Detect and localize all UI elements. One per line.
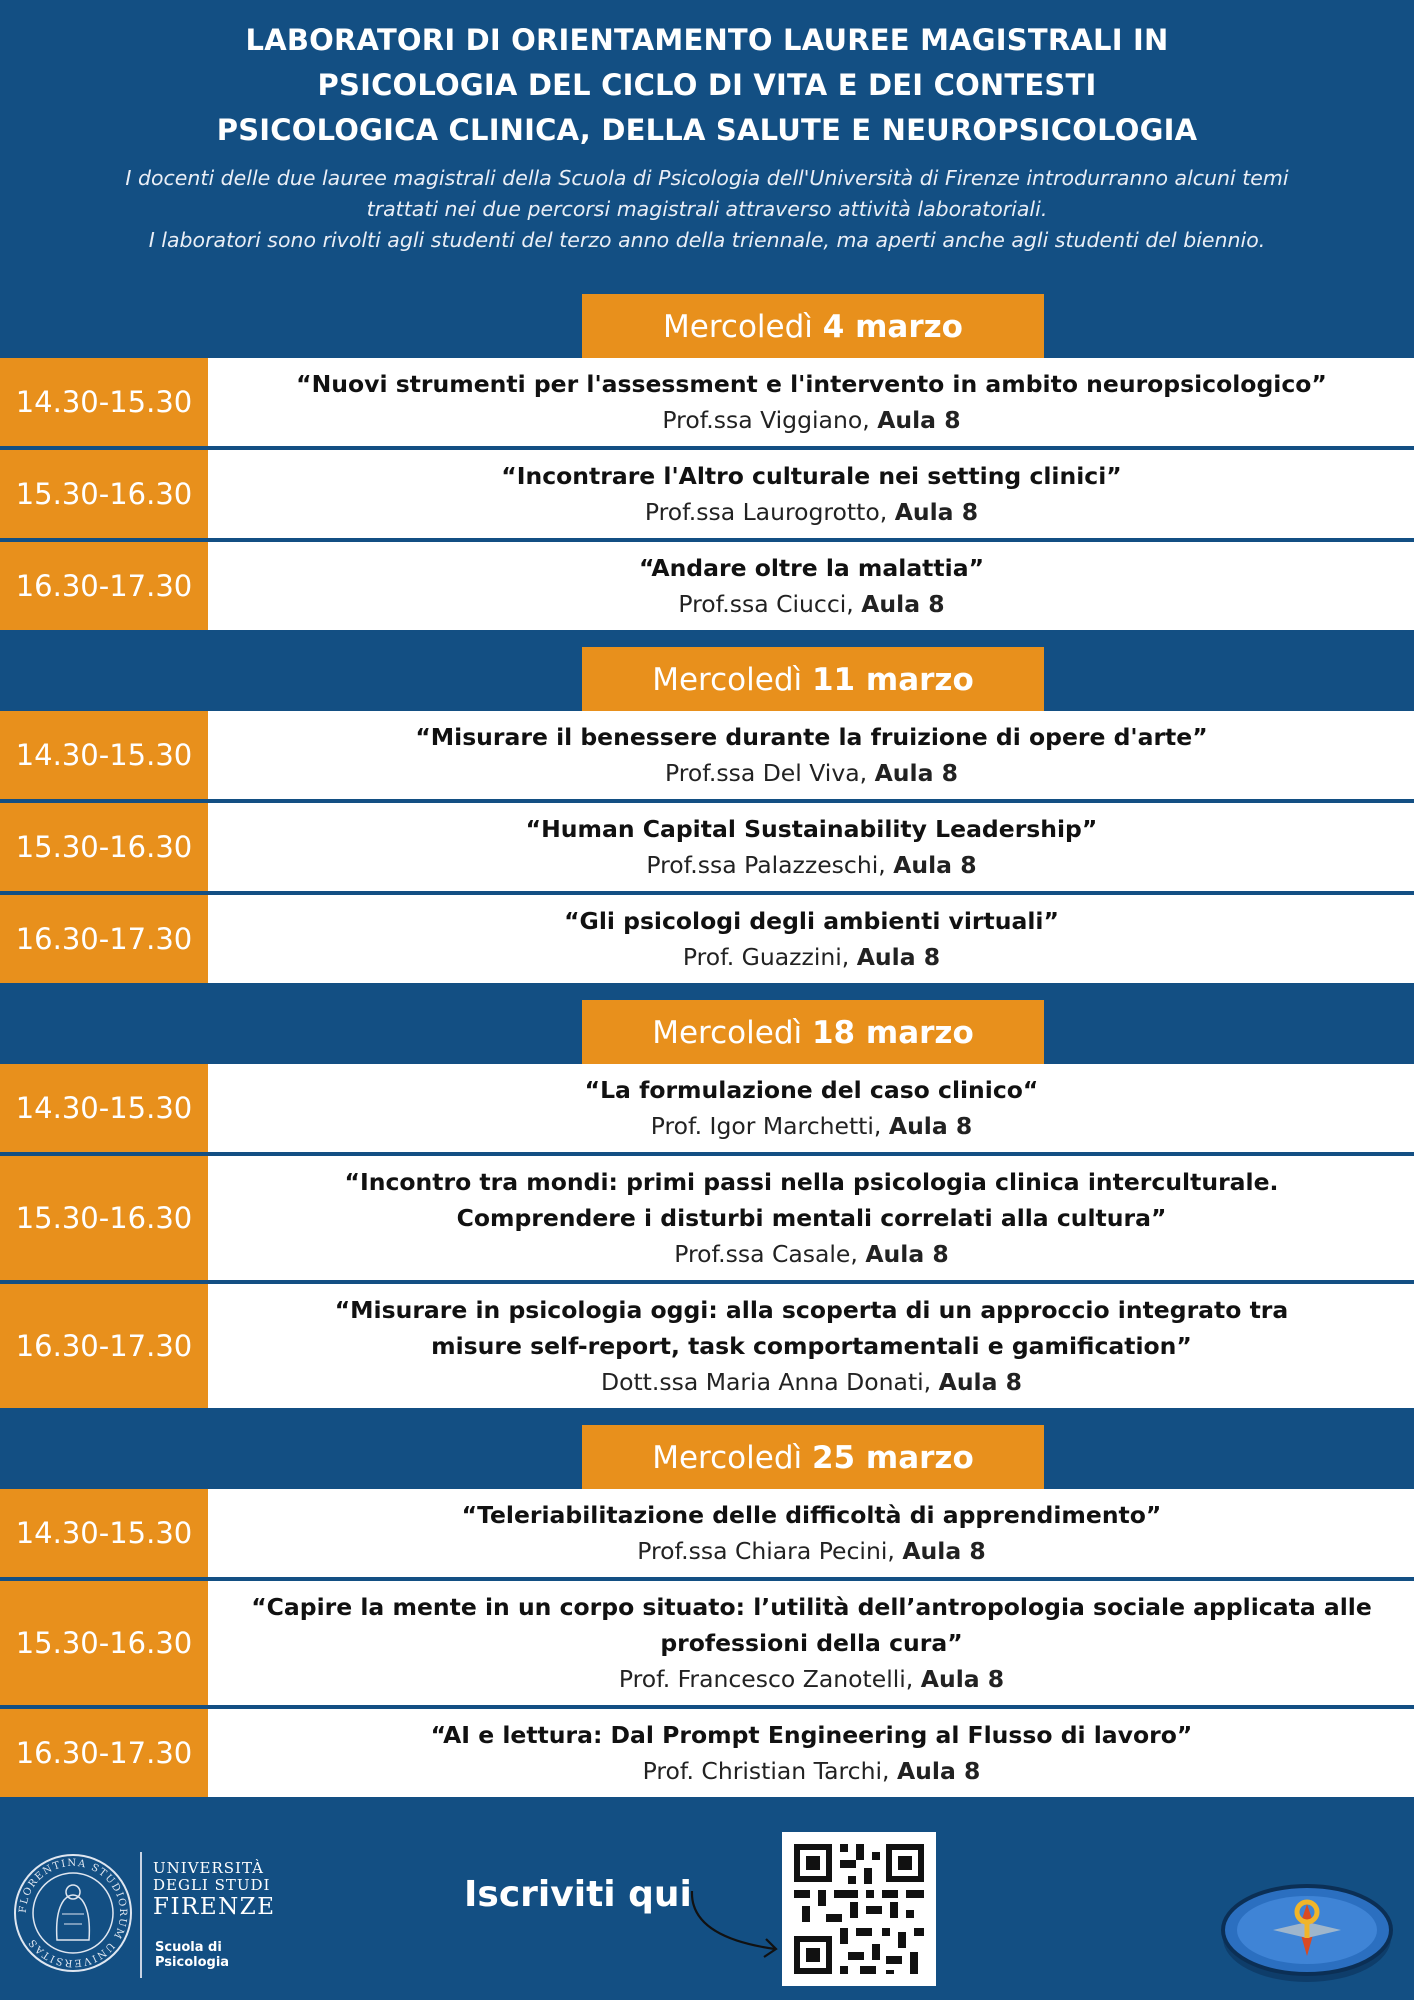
session-row (0, 803, 1414, 891)
day-date: 25 marzo (811, 1440, 974, 1476)
footer (0, 1812, 1414, 2000)
session-room: Aula 8 (893, 851, 977, 879)
session-speaker: Prof.ssa Chiara Pecini, (637, 1537, 895, 1565)
day-weekday: Mercoledì (663, 309, 813, 345)
session-row (0, 1709, 1414, 1797)
session-row (0, 1284, 1414, 1408)
session-speaker-line (229, 847, 1394, 883)
session-room: Aula 8 (920, 1665, 1005, 1693)
session-speaker-line (229, 1236, 1394, 1272)
session-room: Aula 8 (856, 943, 941, 971)
session-row (0, 1489, 1414, 1577)
day-section (0, 294, 1414, 630)
intro-text (0, 163, 1414, 256)
session-speaker: Prof.ssa Palazzeschi, (646, 851, 886, 879)
session-title: misure self-report, task comportamentali e gamification” (431, 1332, 1192, 1360)
qr-code[interactable] (782, 1832, 936, 1986)
session-row (0, 450, 1414, 538)
session-speaker: Prof.ssa Casale, (674, 1240, 858, 1268)
session-time: 14.30-15.30 (0, 711, 209, 799)
school-line: Psicologia (155, 1955, 230, 1970)
day-date: 18 marzo (811, 1015, 974, 1051)
session-content (209, 895, 1414, 983)
session-speaker: Prof. Francesco Zanotelli, (618, 1665, 914, 1693)
day-date: 11 marzo (811, 662, 974, 698)
logo-divider (140, 1852, 142, 1978)
school-line: Scuola di (155, 1940, 222, 1955)
session-speaker: Prof. Christian Tarchi, (642, 1757, 890, 1785)
session-speaker: Prof.ssa Del Viva, (665, 759, 868, 787)
session-speaker-line (229, 1533, 1394, 1569)
session-time: 15.30-16.30 (0, 450, 209, 538)
session-title: Comprendere i disturbi mentali correlati alla cultura” (456, 1204, 1167, 1232)
session-room: Aula 8 (894, 498, 979, 526)
session-content (209, 1064, 1414, 1152)
session-title: professioni della cura” (660, 1629, 963, 1657)
session-time: 14.30-15.30 (0, 1064, 209, 1152)
session-speaker: Prof.ssa Viggiano, (662, 406, 870, 434)
session-speaker-line (229, 1661, 1394, 1697)
session-row (0, 1064, 1414, 1152)
session-speaker-line (229, 402, 1394, 438)
session-speaker: Prof.ssa Laurogrotto, (644, 498, 888, 526)
session-room: Aula 8 (877, 406, 961, 434)
university-line: UNIVERSITÀ (153, 1859, 264, 1877)
session-room: Aula 8 (888, 1112, 973, 1140)
session-title: “Capire la mente in un corpo situato: l’utilità dell’antropologia sociale applicata alle (251, 1593, 1372, 1621)
session-time: 15.30-16.30 (0, 803, 209, 891)
session-row (0, 1156, 1414, 1280)
school-name (155, 1940, 229, 1970)
day-section (0, 647, 1414, 983)
session-content (209, 1581, 1414, 1705)
title-line: PSICOLOGICA CLINICA, DELLA SALUTE E NEUROPSICOLOGIA (216, 113, 1198, 147)
session-room: Aula 8 (896, 1757, 981, 1785)
session-row (0, 542, 1414, 630)
session-title: “Incontro tra mondi: primi passi nella psicologia clinica interculturale. (344, 1168, 1279, 1196)
session-row (0, 711, 1414, 799)
university-name (153, 1860, 276, 1920)
session-speaker-line (229, 755, 1394, 791)
day-weekday: Mercoledì (652, 662, 803, 698)
session-speaker: Prof. Guazzini, (682, 943, 850, 971)
session-title: “AI e lettura: Dal Prompt Engineering al Flusso di lavoro” (430, 1721, 1193, 1749)
university-line: DEGLI STUDI (153, 1876, 271, 1894)
session-title: “Misurare in psicologia oggi: alla scoperta di un approccio integrato tra (334, 1296, 1289, 1324)
session-room: Aula 8 (861, 590, 945, 618)
session-speaker-line (229, 1108, 1394, 1144)
day-date: 4 marzo (822, 309, 963, 345)
session-title: “Nuovi strumenti per l'assessment e l'intervento in ambito neuropsicologico” (296, 370, 1327, 398)
day-label (582, 1425, 1044, 1489)
session-room: Aula 8 (865, 1240, 949, 1268)
session-content (209, 542, 1414, 630)
session-title: “Incontrare l'Altro culturale nei setting clinici” (501, 462, 1122, 490)
session-title: “Misurare il benessere durante la fruizione di opere d'arte” (415, 723, 1208, 751)
session-content (209, 1156, 1414, 1280)
session-title: “Human Capital Sustainability Leadership” (525, 815, 1098, 843)
title-line: LABORATORI DI ORIENTAMENTO LAUREE MAGISTRALI IN (245, 23, 1169, 57)
session-content (209, 1284, 1414, 1408)
session-row (0, 1581, 1414, 1705)
session-time: 15.30-16.30 (0, 1581, 209, 1705)
session-title: “Andare oltre la malattia” (638, 554, 985, 582)
session-room: Aula 8 (938, 1368, 1023, 1396)
session-speaker: Prof. Igor Marchetti, (650, 1112, 882, 1140)
schedule (0, 294, 1414, 1797)
session-room: Aula 8 (902, 1537, 986, 1565)
university-seal-icon (12, 1852, 134, 1974)
day-weekday: Mercoledì (652, 1015, 803, 1051)
title-line: PSICOLOGIA DEL CICLO DI VITA E DEI CONTESTI (317, 68, 1097, 102)
session-speaker-line (229, 586, 1394, 622)
session-time: 16.30-17.30 (0, 542, 209, 630)
svg-text:FLORENTINA STUDIORUM UNIVERSIT: FLORENTINA STUDIORUM UNIVERSITAS (17, 1857, 129, 1969)
session-title: “Gli psicologi degli ambienti virtuali” (564, 907, 1059, 935)
session-content (209, 358, 1414, 446)
intro-line: I docenti delle due lauree magistrali della Scuola di Psicologia dell'Università di Firenze introdurranno alcuni temi (125, 166, 1289, 190)
session-time: 16.30-17.30 (0, 895, 209, 983)
day-section (0, 1425, 1414, 1797)
session-content (209, 1709, 1414, 1797)
header (0, 0, 1414, 256)
page-title (0, 18, 1414, 153)
day-label (582, 647, 1044, 711)
session-speaker-line (229, 494, 1394, 530)
session-speaker-line (229, 1364, 1394, 1400)
session-room: Aula 8 (874, 759, 958, 787)
session-time: 14.30-15.30 (0, 1489, 209, 1577)
session-content (209, 1489, 1414, 1577)
university-line: FIRENZE (153, 1894, 276, 1920)
session-time: 16.30-17.30 (0, 1709, 209, 1797)
day-weekday: Mercoledì (652, 1440, 803, 1476)
session-speaker: Dott.ssa Maria Anna Donati, (600, 1368, 932, 1396)
session-time: 16.30-17.30 (0, 1284, 209, 1408)
session-content (209, 803, 1414, 891)
compass-icon (1218, 1872, 1396, 1982)
day-label (582, 294, 1044, 358)
session-time: 15.30-16.30 (0, 1156, 209, 1280)
day-label (582, 1000, 1044, 1064)
intro-line: I laboratori sono rivolti agli studenti del terzo anno della triennale, ma aperti anche agli studenti del biennio. (148, 228, 1266, 252)
signup-label: Iscriviti qui (464, 1874, 692, 1915)
arrow-icon (680, 1887, 790, 1967)
day-section (0, 1000, 1414, 1408)
intro-line: trattati nei due percorsi magistrali attraverso attività laboratoriali. (366, 197, 1048, 221)
session-row (0, 358, 1414, 446)
session-speaker: Prof.ssa Ciucci, (678, 590, 854, 618)
session-content (209, 711, 1414, 799)
session-speaker-line (229, 1753, 1394, 1789)
session-title: “Teleriabilitazione delle difficoltà di apprendimento” (461, 1501, 1162, 1529)
session-content (209, 450, 1414, 538)
session-row (0, 895, 1414, 983)
session-time: 14.30-15.30 (0, 358, 209, 446)
session-title: “La formulazione del caso clinico“ (584, 1076, 1039, 1104)
session-speaker-line (229, 939, 1394, 975)
